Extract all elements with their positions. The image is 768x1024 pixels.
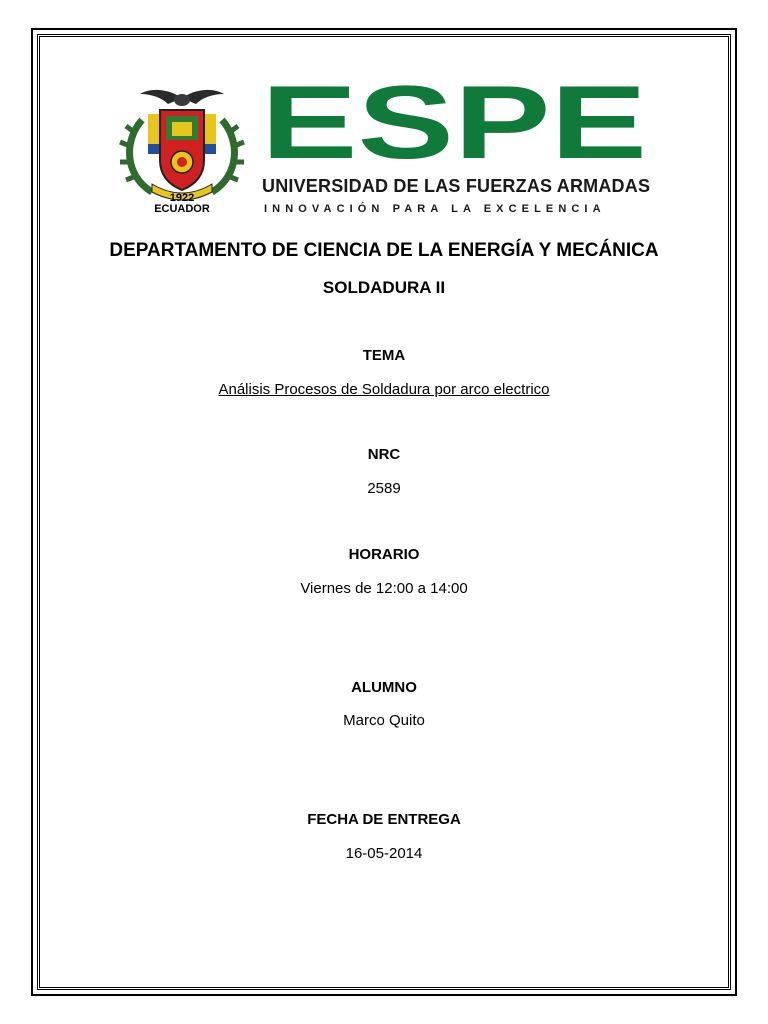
alumno-label: ALUMNO — [351, 679, 417, 696]
university-logo — [112, 80, 652, 220]
tema-value — [0, 381, 768, 398]
tema-label: TEMA — [362, 347, 406, 364]
crest-year: 1922 — [169, 192, 195, 204]
tema-value-text: Análisis Procesos de Soldadura por arco electrico — [218, 381, 550, 398]
department-title: DEPARTAMENTO DE CIENCIA DE LA ENERGÍA Y MECÁNICA — [109, 240, 659, 261]
fecha-label: FECHA DE ENTREGA — [307, 811, 461, 828]
nrc-value: 2589 — [367, 480, 401, 497]
nrc-label: NRC — [367, 446, 401, 463]
espe-wordmark — [260, 80, 648, 164]
horario-value: Viernes de 12:00 a 14:00 — [300, 580, 468, 597]
course-title: SOLDADURA II — [322, 278, 446, 297]
university-tagline: INNOVACIÓN PARA LA EXCELENCIA — [264, 203, 606, 215]
brand-word: ESPE — [261, 80, 647, 164]
horario-label: HORARIO — [348, 546, 420, 563]
brand-block — [260, 80, 652, 220]
crest-country: ECUADOR — [154, 203, 210, 215]
alumno-value: Marco Quito — [343, 712, 425, 729]
university-name: UNIVERSIDAD DE LAS FUERZAS ARMADAS — [262, 176, 651, 196]
crest-caption — [112, 193, 252, 215]
fecha-value: 16-05-2014 — [345, 845, 423, 862]
